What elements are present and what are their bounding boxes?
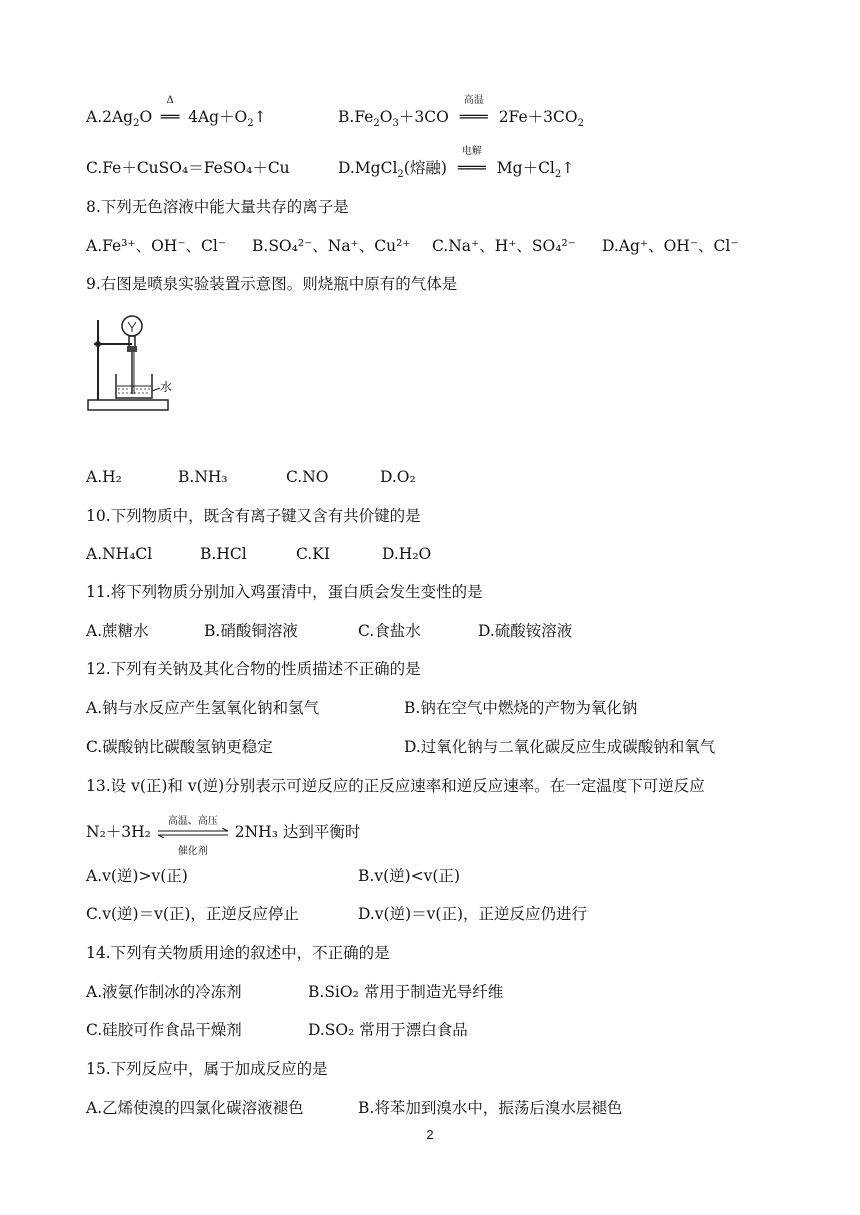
q9-option-a: A.H₂	[86, 468, 122, 486]
q14-stem: 14.下列有关物质用途的叙述中，不正确的是	[86, 944, 390, 962]
q9-stem: 9.右图是喷泉实验装置示意图。则烧瓶中原有的气体是	[86, 275, 458, 293]
q7-option-b: $B.Fe_2O_3+3CO$ 高温 ═══ $2Fe+3CO_2$	[338, 107, 584, 127]
q7-option-a: $A.2Ag_2O$ Δ ══ $4Ag+O_2↑$	[86, 107, 267, 127]
q7-option-c: C.Fe＋CuSO₄＝FeSO₄＋Cu	[86, 159, 290, 177]
q10-option-b: B.HCl	[200, 545, 247, 563]
heat-symbol: Δ	[166, 95, 174, 106]
q10-option-c: C.KI	[296, 545, 330, 563]
q13-option-a: A.v(逆)>v(正)	[86, 867, 188, 885]
q14-option-a: A.液氨作制冰的冷冻剂	[86, 983, 242, 1001]
q12-option-a: A.钠与水反应产生氢氧化钠和氢气	[86, 699, 320, 717]
q11-option-a: A.蔗糖水	[86, 622, 149, 640]
q14-option-d: D.SO₂ 常用于漂白食品	[308, 1021, 468, 1039]
q10-option-d: D.H₂O	[382, 545, 432, 563]
reversible-arrow-icon	[156, 816, 230, 857]
q14-option-c: C.硅胶可作食品干燥剂	[86, 1021, 242, 1039]
q8-option-a: A.Fe³⁺、OH⁻、Cl⁻	[86, 237, 226, 255]
q9-option-b: B.NH₃	[178, 468, 228, 486]
condition-electrolysis: 电解	[461, 146, 482, 157]
condition-top: 高温、高压	[167, 816, 218, 827]
q13-option-d: D.v(逆)＝v(正)，正逆反应仍进行	[358, 905, 588, 923]
q8-stem: 8.下列无色溶液中能大量共存的离子是	[86, 198, 349, 216]
q14-option-b: B.SiO₂ 常用于制造光导纤维	[308, 983, 504, 1001]
q9-option-d: D.O₂	[380, 468, 416, 486]
q13-equation: N₂＋3H₂ 高温、高压 催化剂 2NH₃ 达到平衡时	[86, 822, 360, 842]
q12-stem: 12.下列有关钠及其化合物的性质描述不正确的是	[86, 660, 421, 678]
q9-option-c: C.NO	[286, 468, 329, 486]
q13-option-c: C.v(逆)＝v(正)，正逆反应停止	[86, 905, 299, 923]
water-label: 水	[160, 380, 173, 394]
q15-option-a: A.乙烯使溴的四氯化碳溶液褪色	[86, 1099, 304, 1117]
q12-option-b: B.钠在空气中燃烧的产物为氧化钠	[404, 699, 638, 717]
condition-high-temp: 高温	[463, 95, 484, 106]
fountain-apparatus-icon	[86, 312, 176, 417]
fountain-apparatus-figure	[86, 312, 176, 421]
q8-option-d: D.Ag⁺、OH⁻、Cl⁻	[602, 237, 739, 255]
q12-option-d: D.过氧化钠与二氧化碳反应生成碳酸钠和氧气	[404, 738, 716, 756]
q11-stem: 11.将下列物质分别加入鸡蛋清中，蛋白质会发生变性的是	[86, 583, 483, 601]
q15-option-b: B.将苯加到溴水中，振荡后溴水层褪色	[358, 1099, 623, 1117]
q8-option-c: C.Na⁺、H⁺、SO₄²⁻	[432, 237, 576, 255]
q7-option-d: D.MgCl$_2$(熔融) 电解 ═══ $Mg+Cl_2↑$	[338, 158, 574, 178]
q13-option-b: B.v(逆)<v(正)	[358, 867, 461, 885]
q11-option-b: B.硝酸铜溶液	[204, 622, 298, 640]
q12-option-c: C.碳酸钠比碳酸氢钠更稳定	[86, 738, 273, 756]
q11-option-c: C.食盐水	[358, 622, 421, 640]
page-number: 2	[426, 1127, 434, 1142]
q8-option-b: B.SO₄²⁻、Na⁺、Cu²⁺	[252, 237, 411, 255]
q10-stem: 10.下列物质中，既含有离子键又含有共价键的是	[86, 507, 421, 525]
q11-option-d: D.硫酸铵溶液	[478, 622, 573, 640]
q13-stem: 13.设 v(正)和 v(逆)分别表示可逆反应的正反应速率和逆反应速率。在一定温度下可逆反应	[86, 777, 705, 795]
q10-option-a: A.NH₄Cl	[86, 545, 153, 563]
condition-bottom: 催化剂	[177, 846, 208, 857]
q15-stem: 15.下列反应中，属于加成反应的是	[86, 1060, 328, 1078]
